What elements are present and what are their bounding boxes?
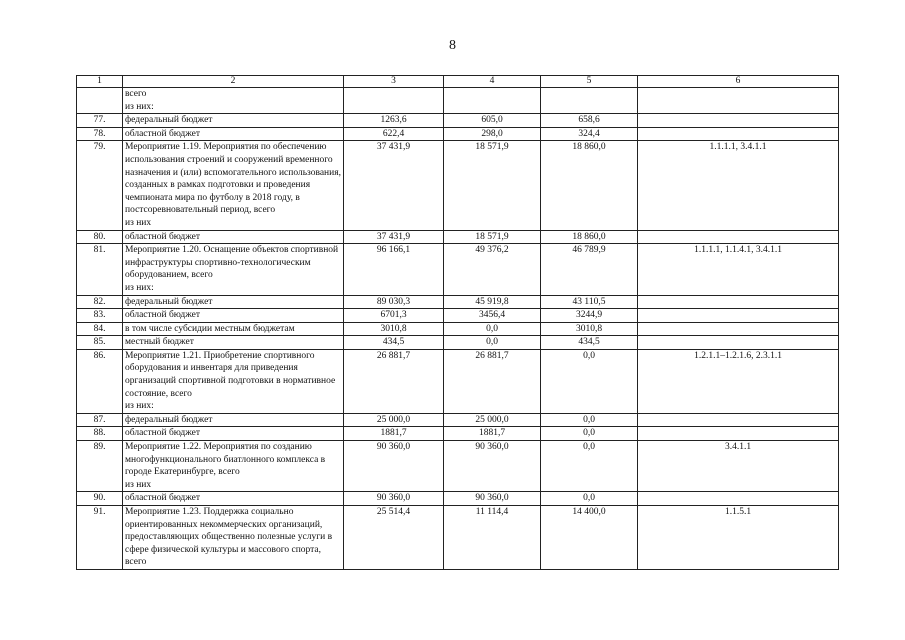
row-description bbox=[123, 413, 344, 427]
target-indicators: 1.2.1.1–1.2.1.6, 2.3.1.1 bbox=[638, 349, 839, 413]
value-col4: 1881,7 bbox=[444, 427, 541, 441]
row-number: 83. bbox=[77, 309, 123, 323]
row-description bbox=[123, 441, 344, 492]
value-col3: 90 360,0 bbox=[344, 441, 444, 492]
target-indicators: 3.4.1.1 bbox=[638, 441, 839, 492]
description-line: областной бюджет bbox=[125, 310, 201, 321]
row-number: 78. bbox=[77, 127, 123, 141]
header-cell-2: 2 bbox=[123, 76, 344, 88]
table-row bbox=[77, 309, 839, 323]
row-number: 91. bbox=[77, 506, 123, 570]
header-cell-6: 6 bbox=[638, 76, 839, 88]
header-cell-1: 1 bbox=[77, 76, 123, 88]
row-description bbox=[123, 336, 344, 350]
target-indicators bbox=[638, 427, 839, 441]
description-line: областной бюджет bbox=[125, 128, 201, 139]
value-col5: 434,5 bbox=[541, 336, 638, 350]
header-row bbox=[77, 76, 839, 88]
value-col5: 0,0 bbox=[541, 413, 638, 427]
row-number: 90. bbox=[77, 492, 123, 506]
description-line: Мероприятие 1.19. Мероприятия по обеспечению использования строений и сооружений временного назначения и (или) вспомогательного использования, созданных в рамках подготовки и проведения чемпионата мира по футболу в 2018 году, в постсоревновательный период, всего bbox=[125, 142, 341, 216]
row-description bbox=[123, 230, 344, 244]
value-col4: 45 919,8 bbox=[444, 295, 541, 309]
value-col3: 90 360,0 bbox=[344, 492, 444, 506]
value-col4: 0,0 bbox=[444, 322, 541, 336]
value-col4: 0,0 bbox=[444, 336, 541, 350]
table-row bbox=[77, 492, 839, 506]
description-line: областной бюджет bbox=[125, 428, 201, 439]
value-col4: 49 376,2 bbox=[444, 244, 541, 295]
row-description bbox=[123, 295, 344, 309]
description-line: Мероприятие 1.23. Поддержка социально ориентированных некоммерческих организаций, предоставляющих общественно полезные услуги в сфере физической культуры и массового спорта, всего bbox=[125, 507, 333, 568]
value-col3: 96 166,1 bbox=[344, 244, 444, 295]
target-indicators: 1.1.1.1, 1.1.4.1, 3.4.1.1 bbox=[638, 244, 839, 295]
budget-table bbox=[76, 75, 839, 570]
row-number: 87. bbox=[77, 413, 123, 427]
row-description bbox=[123, 349, 344, 413]
table-row bbox=[77, 506, 839, 570]
value-col5: 3010,8 bbox=[541, 322, 638, 336]
table-row bbox=[77, 441, 839, 492]
table-row bbox=[77, 413, 839, 427]
table-row bbox=[77, 427, 839, 441]
value-col3: 25 000,0 bbox=[344, 413, 444, 427]
value-col3: 26 881,7 bbox=[344, 349, 444, 413]
value-col5: 14 400,0 bbox=[541, 506, 638, 570]
value-col4 bbox=[444, 88, 541, 114]
description-line: Мероприятие 1.21. Приобретение спортивного оборудования и инвентаря для приведения организаций спортивной подготовки в нормативное состояние, всего bbox=[125, 350, 336, 399]
description-line: из них bbox=[125, 217, 152, 228]
header-cell-5: 5 bbox=[541, 76, 638, 88]
target-indicators bbox=[638, 492, 839, 506]
value-col5: 43 110,5 bbox=[541, 295, 638, 309]
target-indicators bbox=[638, 336, 839, 350]
header-cell-4: 4 bbox=[444, 76, 541, 88]
row-description bbox=[123, 322, 344, 336]
description-line: из них: bbox=[125, 101, 154, 112]
description-line: в том числе субсидии местным бюджетам bbox=[125, 323, 295, 334]
page-number: 8 bbox=[449, 38, 456, 53]
row-description bbox=[123, 88, 344, 114]
row-number: 88. bbox=[77, 427, 123, 441]
table-row bbox=[77, 244, 839, 295]
target-indicators bbox=[638, 88, 839, 114]
row-number: 84. bbox=[77, 322, 123, 336]
value-col3: 622,4 bbox=[344, 127, 444, 141]
value-col4: 11 114,4 bbox=[444, 506, 541, 570]
table-row bbox=[77, 141, 839, 230]
value-col4: 18 571,9 bbox=[444, 141, 541, 230]
row-number: 85. bbox=[77, 336, 123, 350]
table-body bbox=[77, 76, 839, 570]
value-col5: 0,0 bbox=[541, 349, 638, 413]
value-col5: 658,6 bbox=[541, 114, 638, 128]
row-number: 80. bbox=[77, 230, 123, 244]
value-col5: 3244,9 bbox=[541, 309, 638, 323]
description-line: федеральный бюджет bbox=[125, 115, 213, 126]
value-col3: 434,5 bbox=[344, 336, 444, 350]
table-row bbox=[77, 322, 839, 336]
description-line: федеральный бюджет bbox=[125, 296, 213, 307]
value-col4: 90 360,0 bbox=[444, 492, 541, 506]
row-description bbox=[123, 427, 344, 441]
table-row bbox=[77, 114, 839, 128]
value-col5: 0,0 bbox=[541, 427, 638, 441]
header-cell-3: 3 bbox=[344, 76, 444, 88]
value-col4: 18 571,9 bbox=[444, 230, 541, 244]
description-line: из них: bbox=[125, 282, 154, 293]
value-col4: 25 000,0 bbox=[444, 413, 541, 427]
row-number: 79. bbox=[77, 141, 123, 230]
table-row bbox=[77, 230, 839, 244]
value-col4: 90 360,0 bbox=[444, 441, 541, 492]
value-col3: 89 030,3 bbox=[344, 295, 444, 309]
row-description bbox=[123, 309, 344, 323]
table-row bbox=[77, 336, 839, 350]
value-col5: 324,4 bbox=[541, 127, 638, 141]
value-col3: 37 431,9 bbox=[344, 230, 444, 244]
target-indicators bbox=[638, 127, 839, 141]
description-line: областной бюджет bbox=[125, 231, 201, 242]
table-row bbox=[77, 88, 839, 114]
value-col5: 18 860,0 bbox=[541, 141, 638, 230]
target-indicators: 1.1.5.1 bbox=[638, 506, 839, 570]
description-line: областной бюджет bbox=[125, 493, 201, 504]
target-indicators bbox=[638, 322, 839, 336]
table-row bbox=[77, 127, 839, 141]
row-description bbox=[123, 244, 344, 295]
value-col4: 26 881,7 bbox=[444, 349, 541, 413]
value-col3: 25 514,4 bbox=[344, 506, 444, 570]
value-col5: 46 789,9 bbox=[541, 244, 638, 295]
value-col5 bbox=[541, 88, 638, 114]
value-col4: 3456,4 bbox=[444, 309, 541, 323]
row-description bbox=[123, 127, 344, 141]
value-col5: 18 860,0 bbox=[541, 230, 638, 244]
row-description bbox=[123, 506, 344, 570]
row-number: 77. bbox=[77, 114, 123, 128]
description-line: Мероприятие 1.22. Мероприятия по созданию многофункционального биатлонного комплекса в городе Екатеринбурге, всего bbox=[125, 442, 326, 478]
row-description bbox=[123, 114, 344, 128]
value-col3: 1881,7 bbox=[344, 427, 444, 441]
value-col3: 1263,6 bbox=[344, 114, 444, 128]
row-description bbox=[123, 492, 344, 506]
target-indicators bbox=[638, 413, 839, 427]
row-number: 82. bbox=[77, 295, 123, 309]
description-line: Мероприятие 1.20. Оснащение объектов спортивной инфраструктуры спортивно-технологическим оборудованием, всего bbox=[125, 245, 339, 281]
value-col3: 37 431,9 bbox=[344, 141, 444, 230]
row-number: 81. bbox=[77, 244, 123, 295]
row-description bbox=[123, 141, 344, 230]
target-indicators bbox=[638, 295, 839, 309]
description-line: местный бюджет bbox=[125, 337, 194, 348]
description-line: из них bbox=[125, 479, 152, 490]
target-indicators bbox=[638, 230, 839, 244]
value-col4: 298,0 bbox=[444, 127, 541, 141]
target-indicators bbox=[638, 114, 839, 128]
target-indicators bbox=[638, 309, 839, 323]
value-col4: 605,0 bbox=[444, 114, 541, 128]
table-row bbox=[77, 349, 839, 413]
row-number: 89. bbox=[77, 441, 123, 492]
table-row bbox=[77, 295, 839, 309]
description-line: всего bbox=[125, 89, 147, 99]
value-col5: 0,0 bbox=[541, 492, 638, 506]
value-col3: 6701,3 bbox=[344, 309, 444, 323]
row-number: 86. bbox=[77, 349, 123, 413]
target-indicators: 1.1.1.1, 3.4.1.1 bbox=[638, 141, 839, 230]
value-col3 bbox=[344, 88, 444, 114]
description-line: федеральный бюджет bbox=[125, 414, 213, 425]
value-col5: 0,0 bbox=[541, 441, 638, 492]
row-number bbox=[77, 88, 123, 114]
value-col3: 3010,8 bbox=[344, 322, 444, 336]
description-line: из них: bbox=[125, 401, 154, 412]
